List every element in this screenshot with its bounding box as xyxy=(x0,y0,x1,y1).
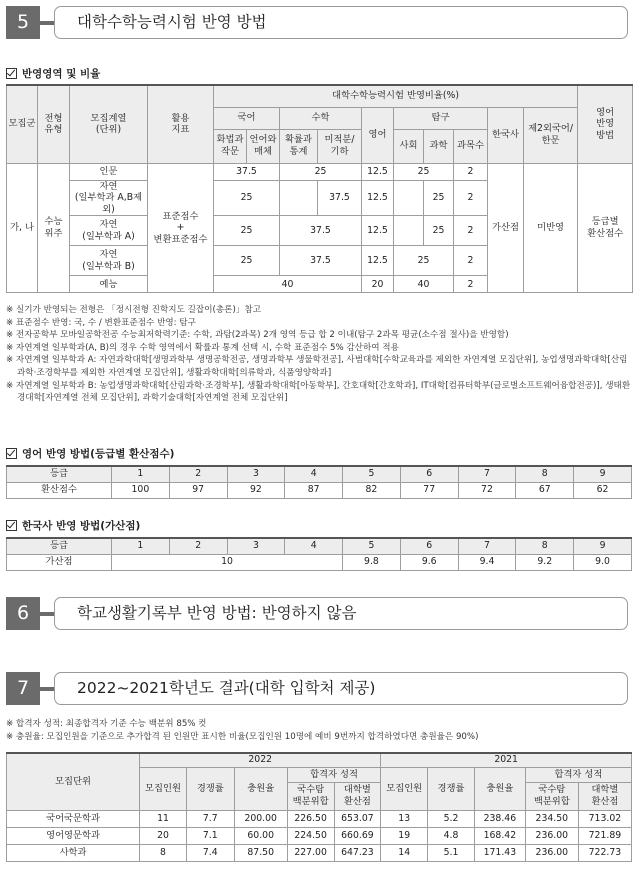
cell-math: 37.5 xyxy=(280,246,362,276)
res-h-fill: 충원율 xyxy=(234,767,287,810)
his-grade: 1 xyxy=(112,538,170,554)
h-i1: 사회 xyxy=(394,129,424,163)
res-cell: 238.46 xyxy=(474,810,525,827)
res-cell: 20 xyxy=(140,827,187,844)
his-grade: 3 xyxy=(227,538,285,554)
res-cell: 171.43 xyxy=(474,844,525,861)
section-7-title: 2022~2021학년도 결과(대학 입학처 제공) xyxy=(77,679,376,697)
cell-science: 25 xyxy=(424,216,454,246)
cell-english: 12.5 xyxy=(362,163,394,180)
cell-count: 2 xyxy=(454,163,488,180)
h-english: 영어 xyxy=(362,107,394,163)
section-7-connector xyxy=(40,687,54,691)
note-line: ※ 자연계열 일부학과(A, B)의 경우 수학 영역에서 확률과 통계 선택 시, 수학 표준점수 5% 감산하여 적용 xyxy=(6,342,399,353)
res-h-comp: 경쟁률 xyxy=(428,767,475,810)
eng-score: 77 xyxy=(400,482,458,498)
res-cell: 713.02 xyxy=(578,810,631,827)
his-score: 9.2 xyxy=(516,554,574,570)
res-cell: 4.8 xyxy=(428,827,475,844)
his-r-label: 가산점 xyxy=(7,554,112,570)
h-math: 수학 xyxy=(280,107,362,129)
section-5-header xyxy=(6,6,628,39)
cell-count: 2 xyxy=(454,180,488,216)
section-6-title-box xyxy=(54,597,628,630)
subheading-history xyxy=(6,518,140,533)
subheading-area-text: 반영영역 및 비율 xyxy=(22,68,101,80)
section-6-title: 학교생활기록부 반영 방법: 반영하지 않음 xyxy=(77,604,357,622)
his-grade: 6 xyxy=(400,538,458,554)
res-h-comp: 경쟁률 xyxy=(186,767,234,810)
res-cell: 226.50 xyxy=(287,810,334,827)
history-table xyxy=(6,537,632,571)
cell-count: 2 xyxy=(454,216,488,246)
table-row xyxy=(7,844,632,861)
h-i3: 과목수 xyxy=(454,129,488,163)
h-m2: 미적분/ 기하 xyxy=(318,129,362,163)
note-line: ※ 표준점수 반영: 국, 수 / 변환표준점수 반영: 탐구 xyxy=(6,317,196,328)
checkbox-icon xyxy=(6,520,17,531)
eng-score: 97 xyxy=(169,482,227,498)
subheading-history-text: 한국사 반영 방법(가산점) xyxy=(22,520,141,532)
eng-grade: 8 xyxy=(516,466,574,482)
eng-grade: 2 xyxy=(169,466,227,482)
res-h-year-2021: 2021 xyxy=(381,753,632,767)
cell-inquiry: 25 xyxy=(394,163,454,180)
h-eng-method: 영어 반영 방법 xyxy=(578,85,633,163)
cell-math2: 37.5 xyxy=(318,180,362,216)
res-unit: 영어영문학과 xyxy=(7,827,140,844)
res-cell: 60.00 xyxy=(234,827,287,844)
res-cell: 8 xyxy=(140,844,187,861)
res-cell: 722.73 xyxy=(578,844,631,861)
res-h-year-2022: 2022 xyxy=(140,753,381,767)
res-h-conv: 대학별 환산점 xyxy=(334,782,381,810)
eng-score: 72 xyxy=(458,482,516,498)
his-grade: 5 xyxy=(343,538,401,554)
res-cell: 5.2 xyxy=(428,810,475,827)
res-cell: 236.00 xyxy=(525,844,578,861)
his-score: 9.6 xyxy=(400,554,458,570)
h-k1: 화법과 작문 xyxy=(214,129,247,163)
eng-grade: 1 xyxy=(112,466,170,482)
res-cell: 227.00 xyxy=(287,844,334,861)
cell-korean: 25 xyxy=(214,216,280,246)
h-k2: 언어와 매체 xyxy=(247,129,280,163)
eng-grade: 5 xyxy=(343,466,401,482)
note-line: ※ 합격자 성적: 최종합격자 기준 수능 백분위 85% 컷 xyxy=(6,719,207,729)
cell-math: 37.5 xyxy=(280,216,362,246)
his-grade: 7 xyxy=(458,538,516,554)
h-type: 전형 유형 xyxy=(38,85,70,163)
res-cell: 721.89 xyxy=(578,827,631,844)
cell-index: 표준점수 + 변환표준점수 xyxy=(148,163,214,293)
res-cell: 13 xyxy=(381,810,428,827)
eng-h-label: 등급 xyxy=(7,466,112,482)
h-ratio: 대학수학능력시험 반영비율(%) xyxy=(214,85,578,107)
res-h-pct: 국수탐 백분위합 xyxy=(287,782,334,810)
cell-english: 12.5 xyxy=(362,216,394,246)
cell-korean: 25 xyxy=(214,180,280,216)
eng-score: 67 xyxy=(516,482,574,498)
res-cell: 234.50 xyxy=(525,810,578,827)
res-cell: 200.00 xyxy=(234,810,287,827)
res-h-unit: 모집단위 xyxy=(7,753,140,810)
res-cell: 19 xyxy=(381,827,428,844)
his-grade: 8 xyxy=(516,538,574,554)
cell-unit: 인문 xyxy=(70,163,148,180)
his-grade: 4 xyxy=(285,538,343,554)
h-inquiry: 탐구 xyxy=(394,107,488,129)
res-h-pass: 합격자 성적 xyxy=(287,767,381,782)
cell-english: 12.5 xyxy=(362,180,394,216)
h-index: 활용 지표 xyxy=(148,85,214,163)
cell-unit: 자연 (일부학과 B) xyxy=(70,246,148,276)
res-cell: 87.50 xyxy=(234,844,287,861)
res-h-pct: 국수탐 백분위합 xyxy=(525,782,578,810)
res-cell: 653.07 xyxy=(334,810,381,827)
res-cell: 11 xyxy=(140,810,187,827)
h-i2: 과학 xyxy=(424,129,454,163)
his-grade: 9 xyxy=(574,538,632,554)
cell-inquiry: 40 xyxy=(394,276,454,293)
cell-unit: 자연 (일부학과 A) xyxy=(70,216,148,246)
section-6-header xyxy=(6,597,628,630)
cell-math1-empty xyxy=(280,180,318,216)
notes-1 xyxy=(6,304,632,405)
cell-korean: 40 xyxy=(214,276,362,293)
table-row xyxy=(7,810,632,827)
cell-unit: 자연 (일부학과 A,B제외) xyxy=(70,180,148,216)
section-5-connector xyxy=(40,21,54,25)
his-merged: 10 xyxy=(112,554,343,570)
cell-inquiry: 25 xyxy=(394,246,454,276)
cell-science: 25 xyxy=(424,180,454,216)
cell-type: 수능 위주 xyxy=(38,163,70,293)
res-cell: 168.42 xyxy=(474,827,525,844)
cell-english: 20 xyxy=(362,276,394,293)
cell-social-empty xyxy=(394,216,424,246)
res-h-quota: 모집인원 xyxy=(381,767,428,810)
res-cell: 224.50 xyxy=(287,827,334,844)
results-table xyxy=(6,752,632,862)
his-score: 9.4 xyxy=(458,554,516,570)
eng-score: 100 xyxy=(112,482,170,498)
section-7-header xyxy=(6,672,628,705)
eng-r-label: 환산점수 xyxy=(7,482,112,498)
eng-grade: 3 xyxy=(227,466,285,482)
h-m1: 확률과 통계 xyxy=(280,129,318,163)
h-foreign: 제2외국어/ 한문 xyxy=(524,107,578,163)
res-cell: 14 xyxy=(381,844,428,861)
res-cell: 5.1 xyxy=(428,844,475,861)
cell-unit: 예능 xyxy=(70,276,148,293)
eng-grade: 9 xyxy=(574,466,632,482)
cell-foreign: 미반영 xyxy=(524,163,578,293)
table-row xyxy=(7,163,633,180)
subheading-english-text: 영어 반영 방법(등급별 환산점수) xyxy=(22,448,175,460)
cell-korean: 25 xyxy=(214,246,280,276)
res-h-pass: 합격자 성적 xyxy=(525,767,631,782)
eng-grade: 7 xyxy=(458,466,516,482)
cell-english: 12.5 xyxy=(362,246,394,276)
note-line: ※ 충원율: 모집인원을 기준으로 추가합격 된 인원만 표시한 비율(모집인원 10명에 예비 9번까지 합격하였다면 충원율은 90%) xyxy=(6,731,479,742)
his-score: 9.0 xyxy=(574,554,632,570)
cell-history: 가산점 xyxy=(488,163,524,293)
english-table xyxy=(6,465,632,499)
subheading-area xyxy=(6,66,100,81)
eng-score: 62 xyxy=(574,482,632,498)
note-line: ※ 실기가 반영되는 전형은 「정시전형 진학지도 길잡이(총론)」참고 xyxy=(6,305,262,315)
cell-count: 2 xyxy=(454,246,488,276)
res-h-conv: 대학별 환산점 xyxy=(578,782,631,810)
section-6-number: 6 xyxy=(6,597,40,630)
main-ratio-table xyxy=(6,84,633,293)
res-cell: 7.7 xyxy=(186,810,234,827)
his-h-label: 등급 xyxy=(7,538,112,554)
res-unit: 국어국문학과 xyxy=(7,810,140,827)
eng-score: 87 xyxy=(285,482,343,498)
cell-count: 2 xyxy=(454,276,488,293)
res-cell: 647.23 xyxy=(334,844,381,861)
subheading-english xyxy=(6,446,174,461)
checkbox-icon xyxy=(6,448,17,459)
res-cell: 7.1 xyxy=(186,827,234,844)
his-score: 9.8 xyxy=(343,554,401,570)
note-line: ※ 자연계열 일부학과 A: 자연과학대학[생명과학부 생명공학전공, 생명과학부 생물학전공], 사범대학[수학교육과를 제외한 자연계열 모집단위], 농업생명과학대학[산림과학·조경학부를 제외한 자연계열 모집단위], 생활과학대학[의류학과, 식품영양학과] xyxy=(6,355,628,378)
eng-grade: 4 xyxy=(285,466,343,482)
eng-grade: 6 xyxy=(400,466,458,482)
eng-score: 92 xyxy=(227,482,285,498)
cell-group: 가, 나 xyxy=(7,163,38,293)
res-cell: 236.00 xyxy=(525,827,578,844)
h-korean: 국어 xyxy=(214,107,280,129)
section-6-connector xyxy=(40,612,54,616)
checkbox-icon xyxy=(6,68,17,79)
res-h-quota: 모집인원 xyxy=(140,767,187,810)
res-cell: 7.4 xyxy=(186,844,234,861)
note-line: ※ 전자공학부 모바일공학전공 수능최저학력기준: 수학, 과탐(2과목) 2개 영역 등급 합 2 이내(탐구 2과목 평균(소수점 절사)을 반영함) xyxy=(6,330,509,341)
h-group: 모집군 xyxy=(7,85,38,163)
h-history: 한국사 xyxy=(488,107,524,163)
eng-score: 82 xyxy=(343,482,401,498)
cell-social-empty xyxy=(394,180,424,216)
section-7-title-box xyxy=(54,672,628,705)
h-unit: 모집계열 (단위) xyxy=(70,85,148,163)
note-line: ※ 자연계열 일부학과 B: 농업생명과학대학[산림과학·조경학부], 생활과학대학[아동학부], 간호대학[간호학과], IT대학[컴퓨터학부(글로벌소프트웨어융합전공)], 생태환경대학[자연계열 전체 모집단위], 과학기술대학[자연계열 전체 모집단위] xyxy=(6,380,631,404)
cell-math: 25 xyxy=(280,163,362,180)
section-7-number: 7 xyxy=(6,672,40,705)
table-row xyxy=(7,827,632,844)
his-grade: 2 xyxy=(169,538,227,554)
section-5-number: 5 xyxy=(6,6,40,39)
res-cell: 660.69 xyxy=(334,827,381,844)
res-unit: 사학과 xyxy=(7,844,140,861)
section-5-title-box xyxy=(54,6,628,39)
cell-korean: 37.5 xyxy=(214,163,280,180)
cell-eng-method: 등급별 환산점수 xyxy=(578,163,633,293)
notes-2 xyxy=(6,718,632,743)
section-5-title: 대학수학능력시험 반영 방법 xyxy=(77,13,267,31)
res-h-fill: 충원율 xyxy=(474,767,525,810)
